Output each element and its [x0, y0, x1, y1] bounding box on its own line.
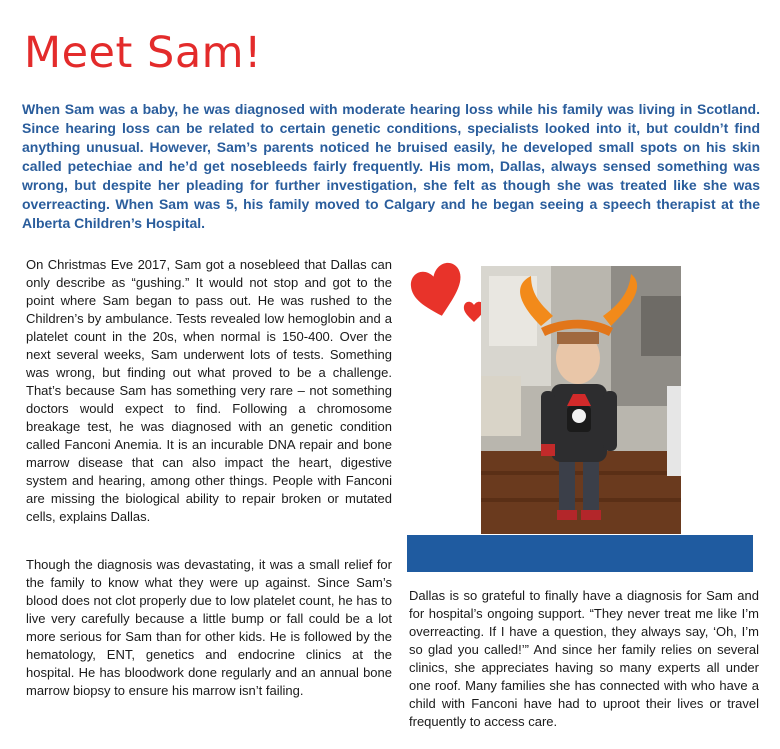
- caption-bar: [407, 535, 753, 572]
- story-paragraph-3: Dallas is so grateful to finally have a diagnosis for Sam and for hospital’s ongoing support. “They never treat me like I’m overreacting. If I have a question, they always say, ‘Oh, I’m so glad you called!’” And since her family relies on several clinics, she appreciates having so many experts all under one roof. Many families she has connected with who have a child with Fanconi have had to uproot their lives or travel frequently to access care.: [409, 588, 759, 729]
- story-paragraph-2: Though the diagnosis was devastating, it was a small relief for the family to know what they were up against. Since Sam’s blood does not clot properly due to low platelet count, he has to live very carefully because a little bump or fall could be a lot more serious for Sam than for other kids. He is followed by the hematology, ENT, genetics and endocrine clinics at the hospital. He has bloodwork done regularly and an annual bone marrow biopsy to ensure his marrow isn’t failing.: [26, 557, 392, 698]
- story-paragraph-1: On Christmas Eve 2017, Sam got a nosebleed that Dallas can only describe as “gushing.” It would not stop and got to the point where Sam began to pass out. He was rushed to the Children’s by ambulance. Tests revealed low hemoglobin and a platelet count in the 20s, when normal is 150-400. Over the next several weeks, Sam underwent lots of tests. Something was wrong, but finding out what proved to be a challenge. That’s because Sam has something very rare – not something doctors would expect to find. Following a chromosome breakage test, he was diagnosed with an genetic condition called Fanconi Anemia. It is an incurable DNA repair and bone marrow disease that can also impact the heart, digestive system and hearing, among other things. People with Fanconi are missing the biological ability to repair broken or mutated cells, explains Dallas.: [26, 257, 392, 524]
- heart-icon: [408, 261, 468, 321]
- sam-photo: [481, 266, 681, 534]
- page-title: Meet Sam!: [24, 28, 262, 78]
- intro-paragraph: When Sam was a baby, he was diagnosed with moderate hearing loss while his family was living in Scotland. Since hearing loss can be related to certain genetic conditions, specialists looked into it, but couldn’t find anything unusual. However, Sam’s parents noticed he bruised easily, he developed small spots on his skin called petechiae and he’d get nosebleeds fairly frequently. His mom, Dallas, always sensed something was wrong, but despite her pleading for further investigation, she felt as though she was treated like she was overreacting. When Sam was 5, his family moved to Calgary and he began seeing a speech therapist at the Alberta Children’s Hospital.: [22, 101, 760, 231]
- hearts-decoration: [408, 258, 488, 329]
